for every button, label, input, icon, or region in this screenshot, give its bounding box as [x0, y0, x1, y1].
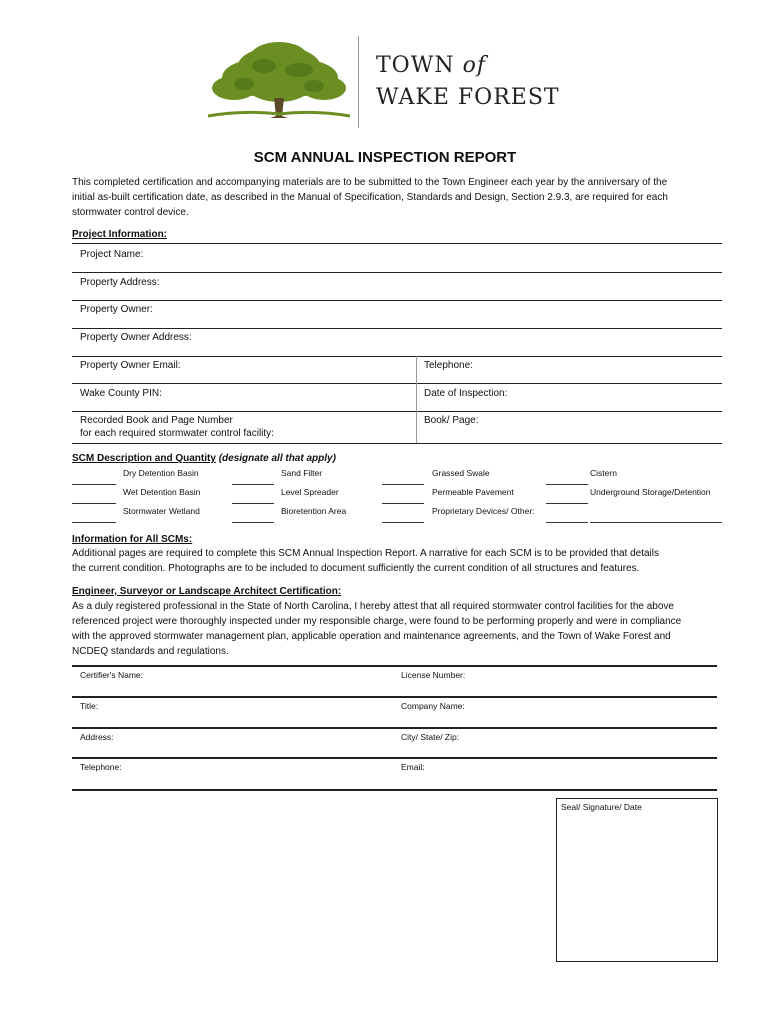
divider [72, 383, 722, 384]
logo-line-2: WAKE FOREST [376, 85, 560, 110]
certification-heading: Engineer, Surveyor or Landscape Architect Certification: [72, 586, 342, 597]
divider [72, 757, 717, 759]
scm-proprietary-other: Proprietary Devices/ Other: [432, 506, 535, 516]
owner-email-field[interactable]: Property Owner Email: [80, 360, 181, 371]
report-title: SCM ANNUAL INSPECTION REPORT [253, 149, 517, 166]
intro-line-3: stormwater control device. [72, 207, 189, 218]
divider [72, 696, 717, 698]
book-page-field[interactable]: Book/ Page: [424, 415, 479, 426]
field-column-divider [416, 356, 417, 443]
divider [72, 328, 722, 329]
owner-address-field[interactable]: Property Owner Address: [80, 332, 192, 343]
license-number-field[interactable]: License Number: [401, 670, 466, 680]
recorded-book-label-1: Recorded Book and Page Number [80, 415, 233, 426]
scm-heading: SCM Description and Quantity (designate all that apply) [72, 453, 336, 464]
scm-stormwater-wetland: Stormwater Wetland [123, 506, 200, 516]
tree-icon [204, 38, 354, 124]
checkbox-blank[interactable] [232, 484, 274, 485]
divider [72, 789, 717, 791]
scm-wet-detention: Wet Detention Basin [123, 487, 201, 497]
seal-signature-box[interactable] [556, 798, 718, 962]
address-field[interactable]: Address: [80, 732, 114, 742]
certification-line-3: with the approved stormwater management plan, applicable operation and maintenance agreements, and the Town of Wake Forest and [72, 631, 671, 642]
telephone-cert-field[interactable]: Telephone: [80, 762, 122, 772]
certification-line-2: referenced project were thoroughly inspected under my responsible charge, were found to be performing properly and were in compliance [72, 616, 682, 627]
project-info-heading: Project Information: [72, 229, 168, 240]
certification-line-1: As a duly registered professional in the State of North Carolina, I hereby attest that all required stormwater control facilities for the above [72, 601, 674, 612]
telephone-field[interactable]: Telephone: [424, 360, 473, 371]
divider [72, 411, 722, 412]
email-field[interactable]: Email: [401, 762, 425, 772]
city-state-zip-field[interactable]: City/ State/ Zip: [401, 732, 460, 742]
certifier-name-field[interactable]: Certifier's Name: [80, 670, 144, 680]
logo-divider [358, 36, 359, 128]
checkbox-blank[interactable] [546, 503, 588, 504]
divider [72, 300, 722, 301]
scm-bioretention: Bioretention Area [281, 506, 347, 516]
checkbox-blank[interactable] [382, 522, 424, 523]
checkbox-blank[interactable] [72, 522, 116, 523]
checkbox-blank[interactable] [382, 503, 424, 504]
company-name-field[interactable]: Company Name: [401, 701, 465, 711]
checkbox-blank[interactable] [546, 522, 588, 523]
scm-sand-filter: Sand Filter [281, 468, 323, 478]
scm-underground-storage: Underground Storage/Detention [590, 487, 711, 497]
property-address-field[interactable]: Property Address: [80, 277, 160, 288]
intro-line-2: initial as-built certification date, as described in the Manual of Specification, Standards and Design, Section 2.9.3, are required for each [72, 192, 668, 203]
other-specify-line[interactable] [590, 522, 722, 523]
scm-grassed-swale: Grassed Swale [432, 468, 490, 478]
checkbox-blank[interactable] [232, 503, 274, 504]
divider [72, 443, 722, 444]
all-scms-line-2: the current condition. Photographs are to be included to document sufficiently the current condition of all structures and features. [72, 563, 640, 574]
seal-label: Seal/ Signature/ Date [561, 802, 642, 812]
town-logo [200, 34, 580, 130]
checkbox-blank[interactable] [382, 484, 424, 485]
scm-permeable-pavement: Permeable Pavement [432, 487, 514, 497]
certification-line-4: NCDEQ standards and regulations. [72, 646, 229, 657]
county-pin-field[interactable]: Wake County PIN: [80, 388, 162, 399]
checkbox-blank[interactable] [546, 484, 588, 485]
logo-line-1: TOWN of [376, 53, 486, 78]
inspection-date-field[interactable]: Date of Inspection: [424, 388, 508, 399]
divider [72, 272, 722, 273]
intro-line-1: This completed certification and accompanying materials are to be submitted to the Town Engineer each year by the anniversary of the [72, 177, 668, 188]
project-name-field[interactable]: Project Name: [80, 249, 144, 260]
title-field[interactable]: Title: [80, 701, 99, 711]
scm-level-spreader: Level Spreader [281, 487, 339, 497]
divider [72, 665, 717, 667]
checkbox-blank[interactable] [72, 484, 116, 485]
divider [72, 356, 722, 357]
all-scms-heading: Information for All SCMs: [72, 534, 193, 545]
scm-cistern: Cistern [590, 468, 617, 478]
scm-dry-detention: Dry Detention Basin [123, 468, 199, 478]
divider [72, 727, 717, 729]
recorded-book-label-2: for each required stormwater control facility: [80, 428, 274, 439]
all-scms-line-1: Additional pages are required to complete this SCM Annual Inspection Report. A narrative for each SCM is to be provided that details [72, 548, 659, 559]
checkbox-blank[interactable] [232, 522, 274, 523]
property-owner-field[interactable]: Property Owner: [80, 304, 153, 315]
divider [72, 243, 722, 244]
checkbox-blank[interactable] [72, 503, 116, 504]
